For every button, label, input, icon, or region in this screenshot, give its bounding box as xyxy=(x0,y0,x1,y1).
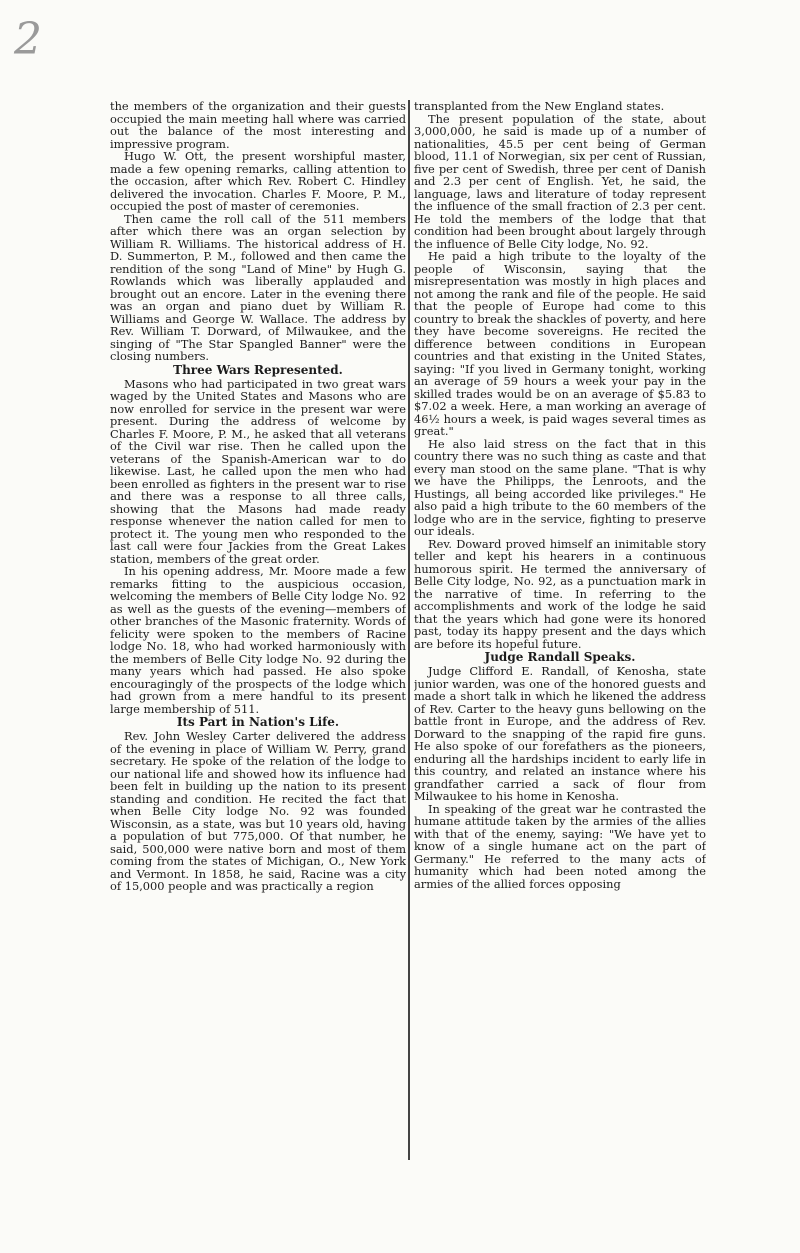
paragraph: the members of the organization and their guests occupied the main meeting hall where was carried out the balance of the most interesting and impressive program. xyxy=(110,100,406,151)
paragraph: The present population of the state, about 3,000,000, he said is made up of a number of nationalities, 45.5 per cent being of German blood, 11.1 of Norwegian, six per cent of Russian, five per cent of Swedish, three per cent of Danish and 2.3 per cent of English. Yet, he said, the language, laws and literature of today represent the influence of the small fraction of 2.3 per cent. He told the members of the lodge that that condition had been brought about largely through the influence of Belle City lodge, No. 92. xyxy=(414,111,706,251)
page-number: 2 xyxy=(14,14,42,65)
article-column-right xyxy=(414,100,706,1160)
subheading: Its Part in Nation's Life. xyxy=(176,715,340,729)
paragraph: Judge Clifford E. Randall, of Kenosha, state junior warden, was one of the honored guests and made a short talk in which he likened the address of Rev. Carter to the heavy guns bellowing on the battle front in Europe, and the address of Rev. Dorward to the snapping of the rapid fire guns. He also spoke of our forefathers as the pioneers, enduring all the hardships incident to early life in this country, and related an instance where his grandfather carried a sack of flour from Milwaukee to his home in Kenosha. xyxy=(414,664,706,803)
subheading: Judge Randall Speaks. xyxy=(484,650,636,664)
column-divider xyxy=(408,100,410,1160)
paragraph: Hugo W. Ott, the present worshipful master, made a few opening remarks, calling attention to the occasion, after which Rev. Robert C. Hindley delivered the invocation. Charles F. Moore, P. M., occupied the post of master of ceremonies. xyxy=(110,149,406,213)
paragraph: transplanted from the New England states. xyxy=(414,100,665,113)
paragraph: Rev. John Wesley Carter delivered the address of the evening in place of William W. Perry, grand secretary. He spoke of the relation of the lodge to our national life and showed how its influence had been felt in building up the nation to its present standing and condition. He recited the fact that when Belle City lodge No. 92 was founded Wisconsin, as a state, was but 10 years old, having a population of but 775,000. Of that number, he said, 500,000 were native born and most of them coming from the states of Michigan, O., New York and Vermont. In 1858, he said, Racine was a city of 15,000 people and was practically a region xyxy=(110,729,406,893)
paragraph: He also laid stress on the fact that in this country there was no such thing as caste and that every man stood on the same plane. "That is why we have the Philipps, the Lenroots, and the Hustings, all being accorded like privileges." He also paid a high tribute to the 60 members of the lodge who are in the service, fighting to preserve our ideals. xyxy=(414,436,706,538)
paragraph: Then came the roll call of the 511 members after which there was an organ selection by William R. Williams. The historical address of H. D. Summerton, P. M., followed and then came the rendition of the song "Land of Mine" by Hugh G. Rowlands which was liberally applauded and brought out an encore. Later in the evening there was an organ and piano duet by William R. Williams and George W. Wallace. The address by Rev. William T. Dorward, of Milwaukee, and the singing of "The Star Spangled Banner" were the closing numbers. xyxy=(110,211,406,363)
paragraph: He paid a high tribute to the loyalty of the people of Wisconsin, saying that the misrepresentation was mostly in high places and not among the rank and file of the people. He said that the people of Europe had come to this country to break the shackles of poverty, and here they have become sovereigns. He recited the difference between conditions in European countries and that existing in the United States, saying: "If you lived in Germany tonight, working an average of 59 hours a week your pay in the skilled trades would be on an average of $5.83 to $7.02 a week. Here, a man working an average of 46½ hours a week, is paid wages several times as great." xyxy=(414,249,706,438)
paragraph: In his opening address, Mr. Moore made a few remarks fitting to the auspicious occasion, welcoming the members of Belle City lodge No. 92 as well as the guests of the evening—members of other branches of the Masonic fraternity. Words of felicity were spoken to the members of Racine lodge No. 18, who had worked harmoniously with the members of Belle City lodge No. 92 during the many years which had passed. He also spoke encouragingly of the prospects of the lodge which had grown from a mere handful to its present large membership of 511. xyxy=(110,564,406,716)
subheading: Three Wars Represented. xyxy=(173,362,343,377)
article-column-left xyxy=(110,100,406,1160)
paragraph: Masons who had participated in two great wars waged by the United States and Masons who are now enrolled for service in the present war were present. During the address of welcome by Charles F. Moore, P. M., he asked that all veterans of the Civil war rise. Then he called upon the veterans of the Spanish-American war to do likewise. Last, he called upon the men who had been enrolled as fighters in the present war to rise and there was a response to all three calls, showing that the Masons had made ready response whenever the nation called for men to protect it. The young men who responded to the last call were four Jackies from the Great Lakes station, members of the great order. xyxy=(110,376,406,566)
paragraph: In speaking of the great war he contrasted the humane attitude taken by the armies of the allies with that of the enemy, saying: "We have yet to know of a single humane act on the part of Germany." He referred to the many acts of humanity which had been noted among the armies of the allied forces opposing xyxy=(414,801,706,891)
paragraph: Rev. Doward proved himself an inimitable story teller and kept his hearers in a continuous humorous spirit. He termed the anniversary of Belle City lodge, No. 92, as a punctuation mark in the narrative of time. In referring to the accomplishments and work of the lodge he said that the years which had gone were its honored past, today its happy present and the days which are before its hopeful future. xyxy=(414,536,706,651)
